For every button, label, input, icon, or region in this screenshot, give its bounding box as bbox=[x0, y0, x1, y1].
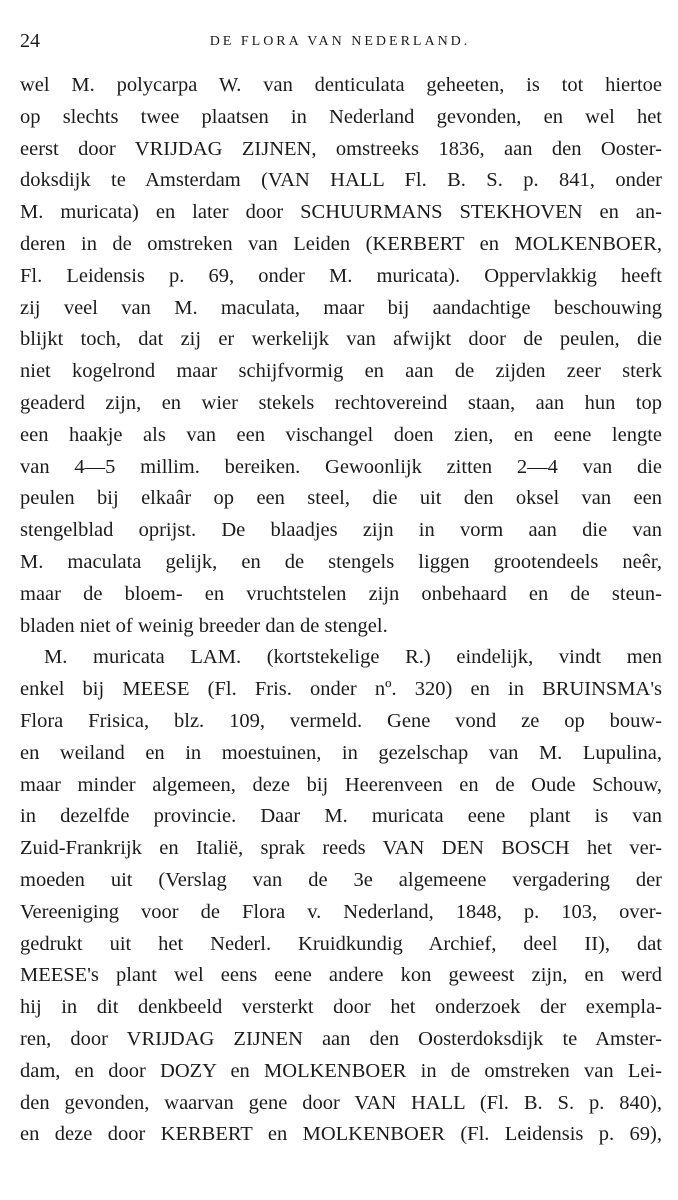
text-line: blijkt toch, dat zij er werkelijk van afwijkt door de peulen, die bbox=[20, 328, 662, 351]
text-line: den gevonden, waarvan gene door VAN HALL (Fl. B. S. p. 840), bbox=[20, 1091, 662, 1114]
text-line: hij in dit denkbeeld versterkt door het onderzoek der exemplа- bbox=[20, 996, 662, 1019]
text-line: ren, door VRIJDAG ZIJNEN aan den Oosterdoksdijk te Amster- bbox=[20, 1027, 662, 1050]
text-line: niet kogelrond maar schijfvormig en aan de zijden zeer sterk bbox=[20, 360, 662, 383]
text-line: Flora Frisica, blz. 109, vermeld. Gene vond ze op bouw- bbox=[20, 709, 662, 732]
text-line: dam, en door DOZY en MOLKENBOER in de omstreken van Lei- bbox=[20, 1059, 662, 1082]
text-line: gedrukt uit het Nederl. Kruidkundig Archief, deel II), dat bbox=[20, 932, 662, 955]
text-line: van 4—5 millim. bereiken. Gewoonlijk zitten 2—4 van die bbox=[20, 455, 662, 478]
running-head: DE FLORA VAN NEDERLAND. bbox=[209, 34, 471, 49]
text-line: enkel bij MEESE (Fl. Fris. onder nº. 320) en in BRUINSMA's bbox=[20, 678, 662, 701]
text-line: geaderd zijn, en wier stekels rechtovereind staan, aan hun top bbox=[20, 391, 662, 414]
text-line: M. muricata) en later door SCHUURMANS STEKHOVEN en an- bbox=[20, 201, 662, 224]
text-line: in dezelfde provincie. Daar M. muricata eene plant is van bbox=[20, 805, 662, 828]
text-line: een haakje als van een vischangel doen zien, en eene lengte bbox=[20, 423, 662, 446]
text-line: zij veel van M. maculata, maar bij aandachtige beschouwing bbox=[20, 296, 662, 319]
text-line: deren in de omstreken van Leiden (KERBERT en MOLKENBOER, bbox=[20, 232, 662, 255]
text-line: M. maculata gelijk, en de stengels liggen grootendeels neêr, bbox=[20, 550, 662, 573]
page-number: 24 bbox=[20, 30, 40, 52]
text-line: Zuid-Frankrijk en Italië, sprak reeds VAN DEN BOSCH het ver- bbox=[20, 837, 662, 860]
text-line: doksdijk te Amsterdam (VAN HALL Fl. B. S. p. 841, onder bbox=[20, 169, 662, 192]
paragraph-start-line: M. muricata LAM. (kortstekelige R.) eindelijk, vindt men bbox=[44, 646, 662, 669]
text-line: Vereeniging voor de Flora v. Nederland, 1848, p. 103, over- bbox=[20, 900, 662, 923]
text-line: MEESE's plant wel eens eene andere kon geweest zijn, en werd bbox=[20, 964, 662, 987]
text-line: moeden uit (Verslag van de 3e algemeene vergadering der bbox=[20, 868, 662, 891]
text-line: eerst door VRIJDAG ZIJNEN, omstreeks 1836, aan den Ooster- bbox=[20, 137, 662, 160]
body-text bbox=[20, 70, 662, 1151]
page-header bbox=[20, 30, 660, 54]
text-line: Fl. Leidensis p. 69, onder M. muricata). Oppervlakkig heeft bbox=[20, 264, 662, 287]
text-line: wel M. polycarpa W. van denticulata geheeten, is tot hiertoe bbox=[20, 74, 662, 96]
paragraph-end-line: bladen niet of weinig breeder dan de stengel. bbox=[20, 614, 388, 637]
text-line: op slechts twee plaatsen in Nederland gevonden, en wel het bbox=[20, 105, 662, 128]
text-line: peulen bij elkaâr op een steel, die uit den oksel van een bbox=[20, 487, 662, 510]
text-line: en deze door KERBERT en MOLKENBOER (Fl. Leidensis p. 69), bbox=[20, 1123, 662, 1146]
text-line: maar de bloem- en vruchtstelen zijn onbehaard en de steun- bbox=[20, 582, 662, 605]
text-line: stengelblad oprijst. De blaadjes zijn in vorm aan die van bbox=[20, 519, 662, 542]
text-line: en weiland en in moestuinen, in gezelschap van M. Lupulina, bbox=[20, 741, 662, 764]
text-line: maar minder algemeen, deze bij Heerenveen en de Oude Schouw, bbox=[20, 773, 662, 796]
